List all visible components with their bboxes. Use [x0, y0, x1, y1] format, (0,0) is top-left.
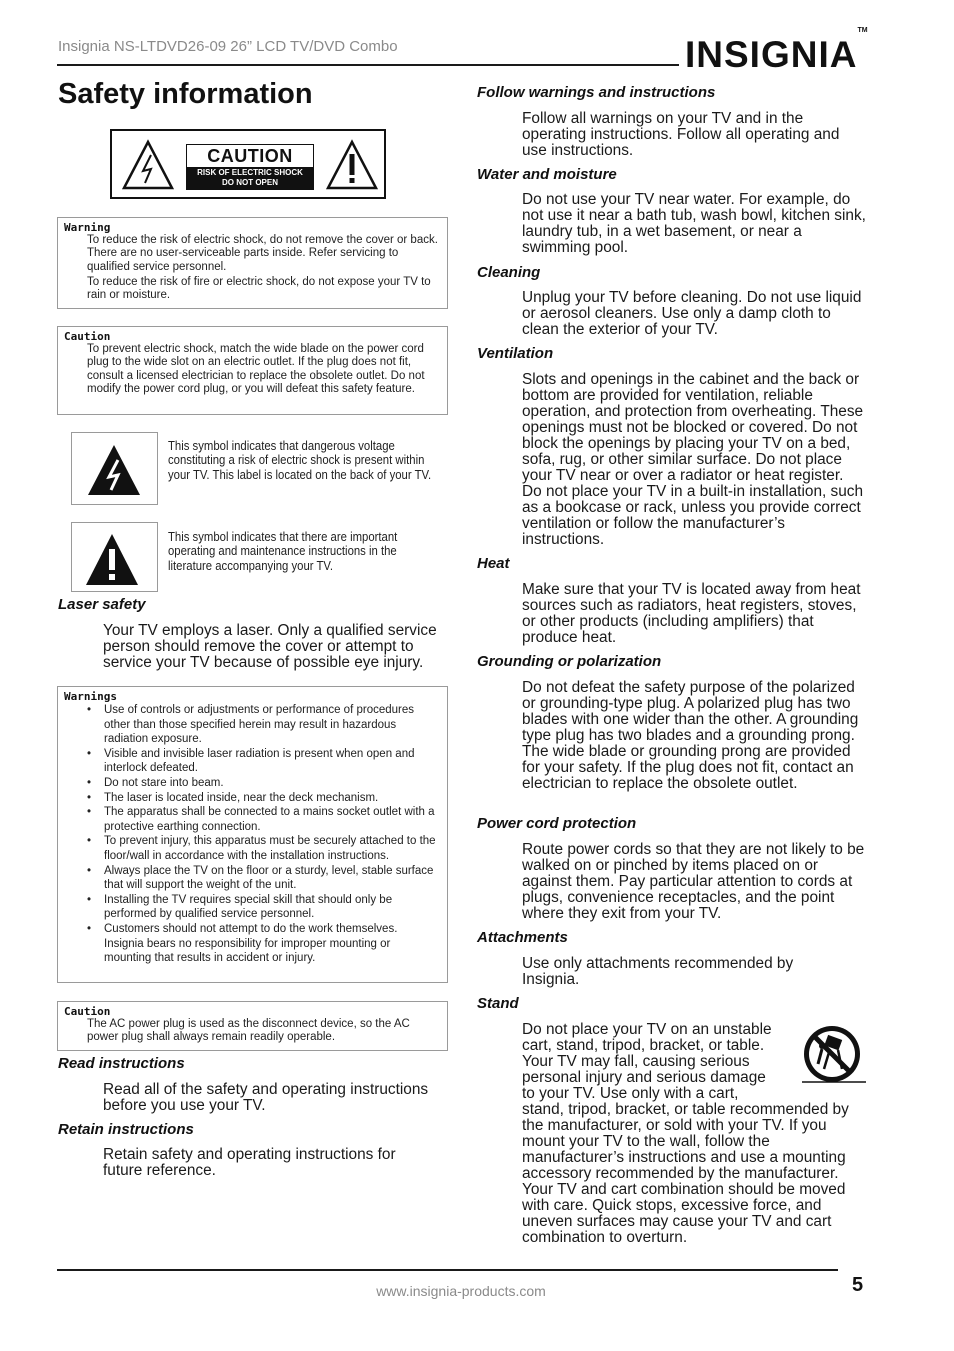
section-text: Route power cords so that they are not likely to be walked on or pinched by items placed on or against them. Pay particular attention to cords at plugs, convenience receptacles, and the point where they exit from your TV. — [522, 841, 865, 922]
list-item: • Installing the TV requires special skill that should only be performed by qualified service personnel. — [104, 893, 439, 922]
section-heading: Stand — [477, 995, 519, 1012]
symbol-box — [71, 522, 158, 592]
section-text: Make sure that your TV is located away from heat sources such as radiators, heat registers, stoves, or other products (including amplifiers) that produce heat. — [522, 581, 861, 646]
section-text: Do not defeat the safety purpose of the polarized or grounding-type plug. A polarized plug has two blades with one wider than the other. A grounding type plug has two blades and a grounding prong. The wide blade or grounding prong are provided for your safety. If the plug does not fit, contact an electrician to replace the obsolete outlet. — [522, 679, 859, 792]
note-title: Warnings — [64, 690, 117, 703]
footer-rule — [57, 1269, 838, 1271]
symbol-description: This symbol indicates that there are important operating and maintenance instructions in the literature accompanying your TV. — [168, 530, 398, 573]
caution-note-box — [57, 1001, 448, 1051]
stand-text-narrow: Do not place your TV on an unstable cart, stand, tripod, bracket, or table. Your TV may fall, causing serious personal injury and serious damage to your TV. Use only with a cart, — [522, 1021, 772, 1102]
warnings-list — [104, 703, 439, 966]
lightning-triangle-icon — [72, 433, 157, 504]
note-text: To prevent electric shock, match the wide blade on the power cord plug to the wide slot on an electric outlet. If the plug does not fit, consult a licensed electrician to replace the obsolete outlet. Do not modify the power cord plug, or you will defeat this safety feature. — [87, 343, 425, 395]
section-heading: Read instructions — [58, 1055, 185, 1072]
warnings-note-box — [57, 686, 448, 983]
list-item: • Use of controls or adjustments or performance of procedures other than those specified herein may result in hazardous radiation exposure. — [104, 703, 439, 747]
symbol-description: This symbol indicates that dangerous voltage constituting a risk of electric shock is present within your TV. This label is located on the back of your TV. — [168, 439, 432, 482]
section-text: Your TV employs a laser. Only a qualified service person should remove the cover or attempt to service your TV because of possible eye injury. — [103, 622, 437, 671]
list-item: • The apparatus shall be connected to a mains socket outlet with a protective earthing connection. — [104, 805, 439, 834]
section-text: Use only attachments recommended by Insignia. — [522, 955, 794, 988]
caution-note-box — [57, 326, 448, 415]
section-text: stand, tripod, bracket, or table recommended by the manufacturer, or sold with your TV. If you mount your TV to the wall, follow the manufacturer’s instructions and use a mounting accessory recommended by the manufacturer. Your TV and cart combination should be moved with care. Quick stops, excessive force, and uneven surfaces may cause your TV and cart combination to overturn. — [522, 1101, 849, 1246]
footer-url: www.insignia-products.com — [376, 1283, 546, 1299]
section-heading: Water and moisture — [477, 166, 617, 183]
note-title: Warning — [64, 221, 111, 234]
section-text: Retain safety and operating instructions for future reference. — [103, 1146, 396, 1179]
caution-word: CAUTION — [187, 145, 313, 167]
cart-tipover-warning-icon — [802, 1022, 866, 1086]
section-heading: Grounding or polarization — [477, 653, 662, 670]
note-text: To reduce the risk of fire or electric shock, do not expose your TV to rain or moisture. — [87, 276, 431, 302]
symbol-box — [71, 432, 158, 505]
section-heading: Follow warnings and instructions — [477, 84, 716, 101]
list-item: • Do not stare into beam. — [104, 776, 439, 791]
caution-label — [110, 129, 386, 199]
section-text: Do not use your TV near water. For example, do not use it near a bath tub, wash bowl, kitchen sink, laundry tub, in a wet basement, or near a swimming pool. — [522, 191, 866, 256]
warning-note-box — [57, 217, 448, 309]
list-item: • Customers should not attempt to do the work themselves. Insignia bears no responsibility for improper mounting or mounting that results in accident or injury. — [104, 922, 439, 966]
note-title: Caution — [64, 1005, 111, 1018]
page-title: Safety information — [58, 78, 313, 110]
section-heading: Attachments — [477, 929, 568, 946]
section-text: Slots and openings in the cabinet and the back or bottom are provided for ventilation, reliable operation, and protection from overheating. These openings must not be blocked or covered. Do not block the openings by placing your TV on a bed, sofa, rug, or other similar surface. Do not place your TV near or over a radiator or heat register. Do not place your TV in a built-in installation, such as a bookcase or rack, unless you provide correct ventilation or follow the manufacturer’s instructions. — [522, 371, 864, 548]
exclamation-triangle-icon — [326, 139, 378, 191]
exclamation-triangle-icon — [72, 523, 157, 591]
brand-logo: INSIGNIA™ — [685, 26, 868, 75]
list-item: • Visible and invisible laser radiation is present when open and interlock defeated. — [104, 747, 439, 776]
section-heading: Retain instructions — [58, 1121, 194, 1138]
header-rule — [57, 64, 679, 66]
section-text: Follow all warnings on your TV and in the operating instructions. Follow all operating and use instructions. — [522, 110, 840, 159]
section-heading: Heat — [477, 555, 510, 572]
lightning-triangle-icon — [122, 139, 174, 191]
caution-subtext: RISK OF ELECTRIC SHOCK DO NOT OPEN — [187, 167, 313, 189]
section-text: Read all of the safety and operating instructions before you use your TV. — [103, 1081, 429, 1114]
section-heading: Laser safety — [58, 596, 146, 613]
section-heading: Power cord protection — [477, 815, 637, 832]
list-item: • The laser is located inside, near the deck mechanism. — [104, 791, 439, 806]
section-heading: Ventilation — [477, 345, 554, 362]
caution-text-panel — [186, 144, 314, 190]
section-text: Unplug your TV before cleaning. Do not use liquid or aerosol cleaners. Use only a damp cloth to clean the exterior of your TV. — [522, 289, 862, 338]
note-title: Caution — [64, 330, 111, 343]
list-item: • To prevent injury, this apparatus must be securely attached to the floor/wall in accordance with the installation instructions. — [104, 834, 439, 863]
page-number: 5 — [852, 1274, 864, 1296]
note-text: The AC power plug is used as the disconnect device, so the AC power plug shall always remain readily operable. — [87, 1018, 410, 1044]
document-title: Insignia NS-LTDVD26-09 26” LCD TV/DVD Combo — [58, 38, 398, 55]
list-item: • Always place the TV on the floor or a sturdy, level, stable surface that will support the weight of the unit. — [104, 864, 439, 893]
section-heading: Cleaning — [477, 264, 541, 281]
note-text: To reduce the risk of electric shock, do not remove the cover or back. There are no user-serviceable parts inside. Refer servicing to qualified service personnel. — [87, 234, 438, 273]
